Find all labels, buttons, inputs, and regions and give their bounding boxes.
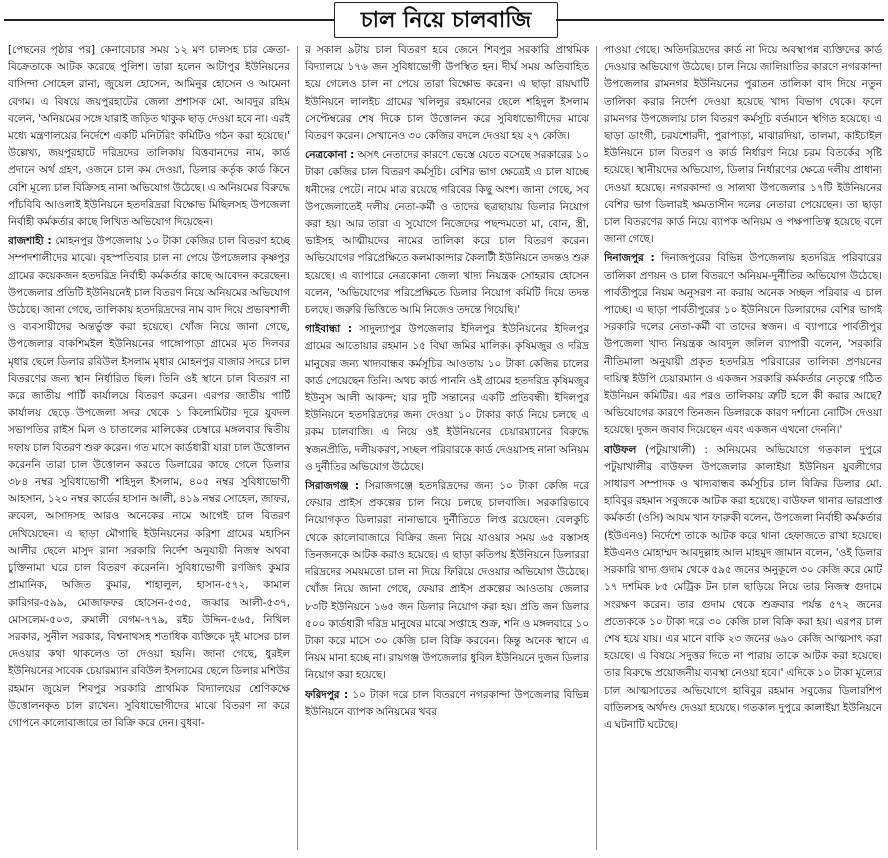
headline-banner bbox=[0, 0, 888, 40]
dateline-place: ফরিদপুর : bbox=[305, 688, 349, 701]
article-paragraph bbox=[305, 42, 589, 145]
paragraph-text: দিনাজপুরের বিভিন্ন উপজেলায় হতদরিদ্র পরিবারের তালিকা প্রণয়ন ও চাল বিতরণে অনিয়ম-দুর্নীতির অভিযোগ উঠেছে। পার্বতীপুরে নিয়ম অনুসরণ না করায় অনেক সচ্ছল পরিবার এ চাল পাচ্ছে। এ ছাড়া পার্বতীপুরের ১০ ইউনিয়নে ডিলারদের বেশির ভাগই সরকারি দলের নেতা-কর্মী বা তাদের স্বজন। এ ব্যাপারে পার্বতীপুর উপজেলা খাদ্য নিয়ন্ত্রক আবদুল জলিল ব্যাপারী বলেন, 'সরকারি নীতিমালা অনুযায়ী প্রকৃত হতদরিদ্র পরিবারের তালিকা প্রণয়নের দায়িত্ব ইউপি চেয়ারম্যান ও একজন সরকারি কর্মকর্তার নেতৃত্বে গঠিত ইউনিয়ন কমিটির। এর পরও তালিকায় ত্রুটি হলে কী করার আছে? অভিযোগের কারণে তিনজন ডিলারকে কারণ দর্শানো নোটিস দেওয়া হয়েছে। দুজন জবাব দিয়েছেন এবং একজন এখনো দেননি।' bbox=[604, 252, 882, 437]
article-paragraph bbox=[305, 321, 589, 476]
paragraph-text: মোহনপুর উপজেলায় ১০ টাকা কেজির চাল বিতরণ হচ্ছে সম্পদশালীদের মাঝে। বৃহস্পতিবার চাল না পেয়ে উপজেলার কৃষ্ণপুর গ্রামের কয়েকজন হতদরিদ্র নির্বাহী কর্মকর্তার কাছে আবেদন করেছেন। উপজেলার প্রতিটি ইউনিয়নেই চাল বিতরণ নিয়ে অনিয়মের অভিযোগ উঠেছে। জানা গেছে, তালিকায় হতদরিদ্রদের নাম বাদ দিয়ে প্রভাবশালী ও ব্যবসায়ীদের অন্তর্ভুক্ত করা হয়েছে। খোঁজ নিয়ে জানা গেছে, উপজেলার বাকশিমইল ইউনিয়নের গাঙ্গোপাড়া গ্রামের মৃত দিলবর মৃধার ছেলে ডিলার রবিউল ইসলাম মৃধার মোহনপুর বাজার সদরে চাল বিতরণের জন্য স্থান নির্ধারিত ছিল। তিনি ওই স্থানে চাল বিতরণ না করে জাতীয় পার্টি কার্যালয়ে বিতরণ করেন। এরপর জাতীয় পার্টি কার্যালয় ছেড়ে উপজেলা সদর থেকে ১ কিলোমিটার দূরে যুবদল সভাপতির রাইস মিল ও চাতালের মালিকের চেম্বারে মঙ্গলবার দ্বিতীয় দফায় চাল বিতরণ শুরু করেন। গত মাসে কার্ডধারী যারা চাল উত্তোলন করেননি তারা চাল উত্তোলন করতে ডিলারের কাছে গেলে ডিলার ৩৮৪ নম্বর সুবিধাভোগী শহিদুল ইসলাম, ৪০৫ নম্বর সুবিধাভোগী আহসান, ১২০ নম্বর কার্ডের হাসান আলী, ৪১৯ নম্বর সোহেল, জাফর, রুবেল, আসাদসহ আরও অনেকের নামে আগেই চাল বিতরণ দেখিয়েছেন। এ ছাড়া মৌগাছি ইউনিয়নের করিশা গ্রামের মহাসিন আলীর ছেলে মাসুদ রানা সরকারি নির্দেশ অনুযায়ী নিজস্ব অথবা চুক্তিনামা ঘরে চাল বিতরণ করেননি। সুবিধাভোগী রণজিৎ কুমার প্রামানিক, অজিত কুমার, শাহালুল, হাসান-৫৭২, কামাল কারিগর-৫৯৯, মোজাফফর হোসেন-৫৩৫, জব্বার আলী-৫৩৭, মোসলেম-৫০৩, রুমালী বেগম-৭৭৯, রইচ উদ্দিন-৫৬৫, নিখিল সরকার, সুনীল সরকার, বিশ্বনাথসহ শতাধিক ব্যক্তিকে দুই মাসের চাল দেওয়ার কথা থাকলেও তা দেওয়া হয়নি। জানা গেছে, ধুরইল ইউনিয়নের সাবেক চেয়ারম্যান রবিউল ইসলামের ছেলে ডিলার মশিউর রহমান জুয়েল শিবপুর সরকারি প্রাথমিক বিদ্যালয়ের শ্রেণিকক্ষে উত্তোলনকৃত চাল রাখেন। সুবিধাভোগীদের মাঝে বিতরণ না করে গোপনে কালোবাজারে তা বিক্রি করে দেন। বুধবা- bbox=[8, 235, 290, 729]
article-paragraph bbox=[8, 233, 290, 732]
paragraph-text: পাওয়া গেছে। অতিদরিদ্রদের কার্ড না দিয়ে অবস্থাপন্ন ব্যক্তিদের কার্ড দেওয়ার অভিযোগ উঠেছে। চাল নিয়ে জালিয়াতির কারণে নগরকান্দা উপজেলার রামনগর ইউনিয়নের পুরাতন তালিকা বাদ দিয়ে নতুন তালিকা করার নির্দেশ দেওয়া হয়েছে খাদ্য বিভাগ থেকে। ফলে রামনগর উপজেলায় চাল বিতরণ কর্মসূচি বর্তমানে স্থগিত হয়েছে। এ ছাড়া ডাংগী, চরযশোরদী, পুরাপাড়া, মাঝারদিয়া, তালমা, কাইচাইল ইউনিয়নে চাল বিতরণ ও কার্ড নির্ধারণ নিয়ে চরম বিতর্কের সৃষ্টি হয়েছে। স্থানীয়দের অভিযোগ, ডিলার নির্ধারণের ক্ষেত্রে দলীয় প্রাধান্য দেওয়া হয়েছে। নগরকান্দা ও সালথা উপজেলার ১৭টি ইউনিয়নের বেশির ভাগ ডিলারই ক্ষমতাসীন দলের নেতারা পেয়েছেন। তা ছাড়া চাল বিতরণের কার্ড নিয়ে ব্যাপক অনিয়ম ও পক্ষপাতিত্ব হয়েছে বলে জানা গেছে। bbox=[604, 44, 882, 246]
article-paragraph bbox=[305, 478, 589, 684]
dateline-place: বাউফল bbox=[604, 443, 637, 456]
dateline-place: রাজশাহী : bbox=[8, 235, 52, 248]
paragraph-text: সিরাজগঞ্জে হতদরিদ্রদের জন্য ১০ টাকা কেজি দরে ফেয়ার প্রাইস প্রকল্পের চাল নিয়ে চলছে চালবাজি। সরকারিভাবে নিয়োগকৃত ডিলাররা নানাভাবে দুর্নীতিতে লিপ্ত রয়েছেন। বেলকুচি থেকে কালোবাজারে বিক্রির জন্য নিয়ে যাওয়ার সময় ৬৫ বস্তাসহ তিনজনকে আটক করাও হয়েছে। এ ছাড়া কতিপয় ইউনিয়নে ডিলাররা দরিদ্রদের সময়মতো চাল না দিয়ে ফিরিয়ে দেওয়ার অভিযোগ উঠেছে। খোঁজ নিয়ে জানা গেছে, ফেয়ার প্রাইস প্রকল্পের আওতায় জেলার ৮৩টি ইউনিয়নে ১৬৫ জন ডিলার নিয়োগ করা হয়। প্রতি জন ডিলার ৫০০ কার্ডধারী দরিদ্র মানুষের মাঝে সপ্তাহে শুক্র, শনি ও মঙ্গলবারে ১০ টাকা করে মাসে ৩০ কেজি চাল বিক্রি করবেন। কিন্তু অনেক স্থানে এ নিয়ম মানা হচ্ছে না। রায়গঞ্জ উপজেলার ধুবিল ইউনিয়নে দুজন ডিলার নিয়োগ করা হয়েছে। bbox=[305, 480, 589, 682]
column-3 bbox=[604, 42, 882, 854]
paragraph-text: অসৎ নেতাদের কারণে ভেস্তে যেতে বসেছে সরকারের ১০ টাকা কেজির চাল বিতরণ কর্মসূচি। বেশির ভাগ ক্ষেত্রেই এ চাল যাচ্ছে ধনীদের পেটে। নামে মাত্র রয়েছে গরিবের কিছু অংশ। জানা গেছে, সব উপজেলাতেই দলীয় নেতা-কর্মী ও তাদের ছত্রছায়ায় ডিলার নিয়োগ করা হয়। আর তারা এ সুযোগে নিজেদের পছন্দমতো মা, বোন, স্ত্রী, ভাইসহ আত্মীয়দের নামের তালিকা করে চাল বিতরণ করেন। অভিযোগের পরিপ্রেক্ষিতে কলমাকান্দার কৈলাটী ইউনিয়নে তদন্তও শুরু হয়েছে। এ ব্যাপারে নেত্রকোনা জেলা খাদ্য নিয়ন্ত্রক সোহরাব হোসেন বলেন, 'অভিযোগের পরিপ্রেক্ষিতে ডিলার নিয়োগ কমিটি দিয়ে তদন্ত চলছে। জরুরি ভিত্তিতে আমি নিজেও তদন্তে গিয়েছি।' bbox=[305, 149, 589, 317]
column-divider bbox=[596, 46, 597, 850]
article-paragraph bbox=[604, 250, 882, 439]
article-body bbox=[8, 42, 882, 854]
article-paragraph bbox=[8, 42, 290, 231]
paragraph-text: [পেছনের পৃষ্ঠার পর] কেনাবেচার সময় ১২ মণ চালসহ চার ক্রেতা-বিক্রেতাকে আটক করেছে পুলিশ। তারা হলেন আটাপুর ইউনিয়নের বাসিন্দা সোহেল রানা, জুয়েল হোসেন, আমিনুর হোসেন ও আমেনা বেগম। এ বিষয়ে জয়পুরহাটের জেলা প্রশাসক মো. আবদুর রহিম বলেন, 'অনিয়মের সঙ্গে যারাই জড়িত থাকুক ছাড় দেওয়া হবে না। এরই মধ্যে মন্ত্রণালয়ের নির্দেশে একটি মনিটরিং কমিটিও গঠন করা হয়েছে।' উল্লেখ্য, জয়পুরহাটে দরিদ্রদের তালিকায় বিত্তবানদের নাম, কার্ড প্রদানে অর্থ গ্রহণ, ওজনে চাল কম দেওয়া, ডিলার কর্তৃক কার্ড কিনে বেশি মূল্যে চাল বিক্রিসহ নানা অভিযোগ উঠেছে। এ অনিয়মের বিরুদ্ধে পাঁচবিবি আওলাই ইউনিয়নে হতদরিদ্ররা বিক্ষোভ মিছিলসহ উপজেলা নির্বাহী কর্মকর্তার কাছে লিখিত অভিযোগ দিয়েছেন। bbox=[8, 44, 290, 229]
article-paragraph bbox=[604, 42, 882, 248]
paragraph-text: (পটুয়াখালী) : অনিয়মের অভিযোগে গতকাল দুপুরে পটুয়াখালীর বাউফল উপজেলার কালাইয়া ইউনিয়ন যুবলীগের সাধারণ সম্পাদক ও খাদ্যবান্ধব কর্মসূচির চাল বিক্রির ডিলার মো. হাবিবুর রহমান সবুজকে আটক করা হয়েছে। বাউফল থানার ভারপ্রাপ্ত কর্মকর্তা (ওসি) আযম খান ফারুকী বলেন, উপজেলা নির্বাহী কর্মকর্তার (ইউএনও) নির্দেশে তাকে আটক করে থানা হেফাজতে রাখা হয়েছে। ইউএনও মোহাম্মদ আবদুল্লাহ আল মাহমুদ জামান বলেন, 'ওই ডিলার সরকারি খাদ্য গুদাম থেকে ৫৯৫ জনের অনুকূলে ৩০ কেজি করে মোট ১৭ দশমিক ৮৫ মেট্রিক টন চাল ছাড়িয়ে নিয়ে তার নিজস্ব গুদামে সংরক্ষণ করেন। তার গুদাম থেকে শুক্রবার পর্যন্ত ৫৭২ জনের প্রত্যেককে ১০ টাকা দরে ৩০ কেজি চাল বিক্রি করা হয়। এরপর চাল শেষ হয়ে যায়। এর মানে বাকি ২৩ জনের ৬৯০ কেজি আত্মসাৎ করা হয়েছে। এ বিষয়ে সদুত্তর দিতে না পারায় তাকে আটক করা হয়েছে। তার বিরুদ্ধে প্রয়োজনীয় ব্যবস্থা নেওয়া হবে।' এদিকে ১০ টাকা মূল্যের চাল আত্মসাতের অভিযোগে হাবিবুর রহমান সবুজের ডিলারশিপ বাতিলসহ অর্থদণ্ড দেওয়া হয়েছে। গতকাল দুপুরে কালাইয়া ইউনিয়নে এ ঘটনাটি ঘটেছে। bbox=[604, 443, 882, 731]
article-paragraph bbox=[604, 442, 882, 734]
headline: চাল নিয়ে চালবাজি bbox=[334, 2, 558, 38]
dateline-place: নেত্রকোনা : bbox=[305, 149, 355, 162]
dateline-place: দিনাজপুর : bbox=[604, 252, 655, 265]
paragraph-text: ১০ টাকা দরে চাল বিতরণে নগরকান্দা উপজেলার বিভিন্ন ইউনিয়নে ব্যাপক অনিয়মের খবর bbox=[305, 688, 589, 718]
article-paragraph bbox=[305, 687, 589, 721]
column-divider bbox=[297, 46, 298, 850]
headline-rule-left bbox=[4, 19, 334, 21]
headline-rule-right bbox=[556, 19, 884, 21]
column-1 bbox=[8, 42, 290, 854]
article-paragraph bbox=[305, 147, 589, 319]
dateline-place: গাইবান্ধা : bbox=[305, 323, 353, 336]
column-2 bbox=[305, 42, 589, 854]
dateline-place: সিরাজগঞ্জ : bbox=[305, 480, 360, 493]
paragraph-text: র সকাল ৯টায় চাল বিতরণ হবে জেনে শিবপুর সরকারি প্রাথমিক বিদ্যালয়ে ১৭৬ জন সুবিধাভোগী উপস্থিত হন। দীর্ঘ সময় অতিবাহিত হয়ে গেলেও চাল না পেয়ে তারা বিক্ষোভ করেন। এ ছাড়া রায়ঘাটি ইউনিয়নে লালইচ গ্রামের খলিলুর রহমানের ছেলে শহিদুল ইসলাম সেপ্টেম্বরের শেষ দিকে চাল উত্তোলন করে সুবিধাভোগীদের মাঝে বিতরণ করেন। সেখানেও ৩০ কেজির বদলে দেওয়া হয় ২৭ কেজি। bbox=[305, 44, 589, 143]
paragraph-text: সাদুল্যাপুর উপজেলার ইদিলপুর ইউনিয়নের ইদিলপুর গ্রামের আতোয়ার রহমান ১৫ বিঘা জমির মালিক। কৃষিমজুর ও দরিদ্র মানুষের জন্য খাদ্যবান্ধব কর্মসূচির আওতায় ১০ টাকা কেজির চালের কার্ড পেয়েছেন তিনি। অথচ কার্ড পাননি ওই গ্রামের হতদরিদ্র কৃষিমজুর ইউনুস আলী আকন্দ; যার দুটি সন্তানের একটি প্রতিবন্ধী। ইদিলপুর ইউনিয়নে হতদরিদ্রদের জন্য দেওয়া ১০ টাকার কার্ড নিয়ে চলছে এ রকম চালবাজি। এ নিয়ে ওই ইউনিয়নের চেয়ারম্যানের বিরুদ্ধে স্বজনপ্রীতি, দলীয়করণ, সচ্ছল পরিবারকে কার্ড দেওয়াসহ নানা অনিয়ম ও দুর্নীতির অভিযোগ উঠেছে। bbox=[305, 323, 589, 473]
